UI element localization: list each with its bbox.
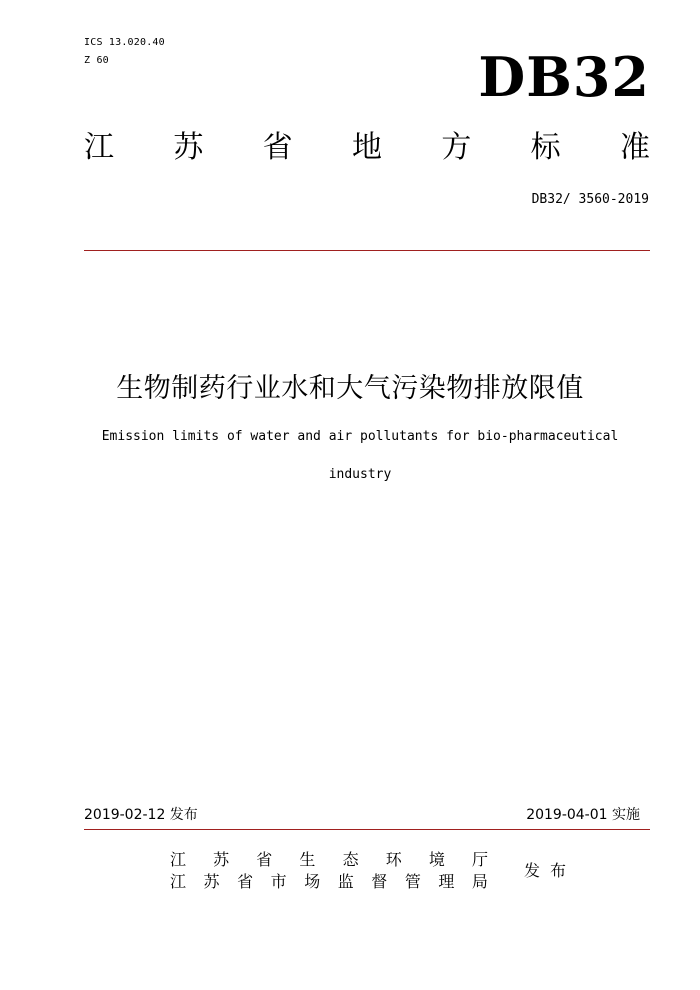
- standard-type-char: 标: [530, 130, 561, 165]
- issuer-char: 场: [304, 872, 321, 891]
- issuer-char: 苏: [203, 872, 220, 891]
- issuer-char: 监: [337, 872, 354, 891]
- standard-prefix: DB32: [478, 45, 650, 109]
- ics-code: ICS 13.020.40: [84, 37, 165, 48]
- issuer-line-2: [170, 871, 488, 893]
- standard-type-char: 苏: [173, 130, 204, 165]
- issuer-char: 江: [170, 872, 187, 891]
- implementation-date: 2019-04-01 实施: [526, 807, 640, 823]
- title-chinese: 生物制药行业水和大气污染物排放限值: [116, 373, 584, 404]
- issuer-line-1: [170, 849, 488, 871]
- issuer-char: 督: [371, 872, 388, 891]
- ccs-code: Z 60: [84, 55, 109, 66]
- issuer-char: 江: [170, 850, 187, 869]
- standard-type-char: 省: [262, 130, 293, 165]
- standard-type-char: 地: [351, 130, 382, 165]
- standard-type-char: 准: [619, 130, 650, 165]
- issuer-char: 生: [299, 850, 316, 869]
- title-english-line-2: industry: [328, 467, 392, 482]
- standard-type-char: 江: [84, 130, 114, 165]
- issuer-char: 局: [471, 872, 488, 891]
- standard-type-char: 方: [441, 130, 472, 165]
- issuer-char: 态: [342, 850, 359, 869]
- issue-verb: [524, 860, 566, 882]
- issuer-char: 境: [428, 850, 445, 869]
- issuer-char: 管: [404, 872, 421, 891]
- title-english-line-1: Emission limits of water and air pollutants for bio-pharmaceutical: [101, 429, 619, 444]
- issuer-char: 省: [237, 872, 254, 891]
- issuer-char: 省: [256, 850, 273, 869]
- issuer-char: 市: [270, 872, 287, 891]
- issuer-char: 厅: [471, 850, 488, 869]
- standard-number: DB32/ 3560-2019: [531, 192, 649, 207]
- bottom-divider: [84, 829, 650, 830]
- issue-verb-char: 发: [524, 861, 541, 880]
- issuer-char: 环: [385, 850, 402, 869]
- issuer-char: 苏: [213, 850, 230, 869]
- standard-type: [84, 128, 650, 168]
- issuer-char: 理: [438, 872, 455, 891]
- issue-date: 2019-02-12 发布: [84, 807, 198, 823]
- issue-verb-char: 布: [549, 861, 566, 880]
- top-divider: [84, 250, 650, 251]
